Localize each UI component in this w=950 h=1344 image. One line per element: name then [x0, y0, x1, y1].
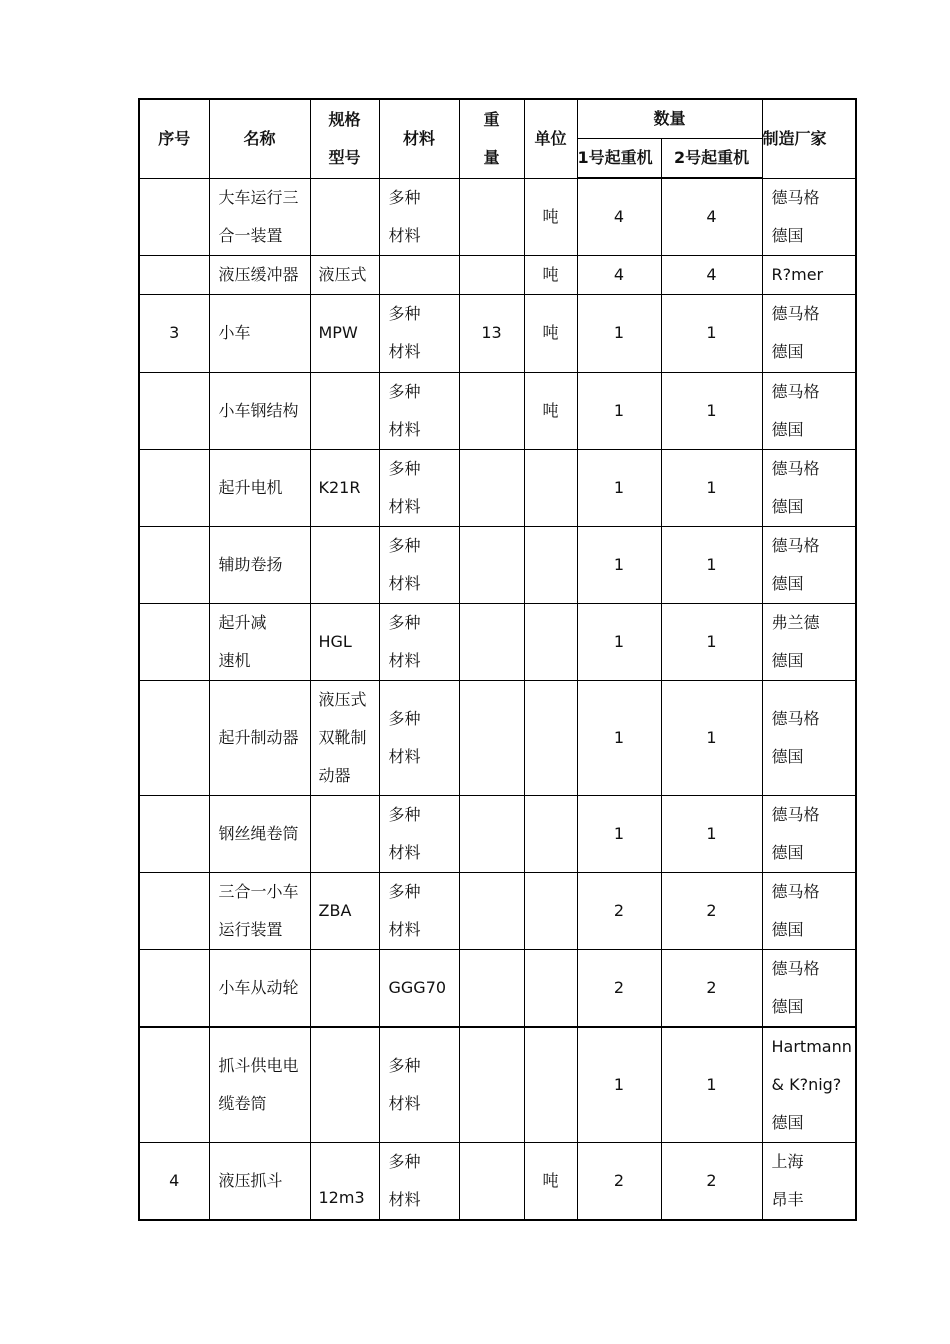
table-row — [139, 795, 856, 872]
cell-maker: 德马格 德国 — [762, 949, 856, 1027]
cell-qty-crane2: 2 — [661, 949, 762, 1027]
cell-name: 小车钢结构 — [209, 372, 310, 449]
cell-unit — [524, 949, 577, 1027]
equipment-table — [138, 98, 857, 1221]
table-row — [139, 1027, 856, 1143]
cell-unit — [524, 449, 577, 526]
cell-spec — [310, 1027, 379, 1143]
cell-seq: 4 — [139, 1142, 209, 1220]
cell-name: 起升制动器 — [209, 680, 310, 795]
cell-material: 多种 材料 — [379, 178, 459, 255]
cell-weight — [459, 603, 524, 680]
table-row — [139, 372, 856, 449]
cell-seq — [139, 680, 209, 795]
cell-qty-crane2: 1 — [661, 680, 762, 795]
table-row — [139, 872, 856, 949]
table-body — [139, 178, 856, 1220]
header-name: 名称 — [209, 99, 310, 178]
cell-spec — [310, 949, 379, 1027]
cell-spec: MPW — [310, 294, 379, 372]
cell-name: 起升减 速机 — [209, 603, 310, 680]
cell-weight — [459, 949, 524, 1027]
table-row — [139, 449, 856, 526]
cell-unit: 吨 — [524, 1142, 577, 1220]
cell-weight — [459, 526, 524, 603]
table-row — [139, 255, 856, 294]
cell-material: 多种 材料 — [379, 603, 459, 680]
cell-material: 多种 材料 — [379, 680, 459, 795]
cell-spec: 液压式 双靴制 动器 — [310, 680, 379, 795]
cell-seq — [139, 1027, 209, 1143]
cell-weight — [459, 1142, 524, 1220]
cell-seq — [139, 526, 209, 603]
cell-material: GGG70 — [379, 949, 459, 1027]
cell-name: 起升电机 — [209, 449, 310, 526]
cell-qty-crane2: 2 — [661, 1142, 762, 1220]
cell-material: 多种 材料 — [379, 795, 459, 872]
cell-qty-crane1: 1 — [577, 1027, 661, 1143]
cell-weight — [459, 680, 524, 795]
cell-maker: 德马格 德国 — [762, 294, 856, 372]
cell-qty-crane2: 4 — [661, 178, 762, 255]
cell-seq — [139, 795, 209, 872]
cell-unit: 吨 — [524, 255, 577, 294]
header-unit: 单位 — [524, 99, 577, 178]
cell-qty-crane2: 1 — [661, 449, 762, 526]
table-row — [139, 603, 856, 680]
cell-qty-crane2: 1 — [661, 603, 762, 680]
table-row — [139, 178, 856, 255]
cell-seq — [139, 178, 209, 255]
cell-weight: 13 — [459, 294, 524, 372]
cell-seq — [139, 949, 209, 1027]
cell-seq — [139, 872, 209, 949]
cell-unit — [524, 680, 577, 795]
cell-name: 液压抓斗 — [209, 1142, 310, 1220]
cell-qty-crane1: 2 — [577, 949, 661, 1027]
header-seq: 序号 — [139, 99, 209, 178]
cell-weight — [459, 1027, 524, 1143]
cell-name: 三合一小车 运行装置 — [209, 872, 310, 949]
cell-material: 多种 材料 — [379, 449, 459, 526]
cell-qty-crane2: 1 — [661, 294, 762, 372]
cell-material: 多种 材料 — [379, 1142, 459, 1220]
cell-qty-crane1: 1 — [577, 526, 661, 603]
cell-seq — [139, 449, 209, 526]
cell-spec: HGL — [310, 603, 379, 680]
cell-maker: 德马格 德国 — [762, 178, 856, 255]
cell-name: 钢丝绳卷筒 — [209, 795, 310, 872]
cell-name: 大车运行三 合一装置 — [209, 178, 310, 255]
cell-maker: Hartmann & K?nig? 德国 — [762, 1027, 856, 1143]
header-material: 材料 — [379, 99, 459, 178]
table-row — [139, 294, 856, 372]
cell-name: 抓斗供电电 缆卷筒 — [209, 1027, 310, 1143]
cell-seq — [139, 603, 209, 680]
cell-maker: 弗兰德 德国 — [762, 603, 856, 680]
cell-unit — [524, 603, 577, 680]
table-row — [139, 949, 856, 1027]
cell-qty-crane1: 4 — [577, 178, 661, 255]
cell-unit — [524, 1027, 577, 1143]
cell-spec: 液压式 — [310, 255, 379, 294]
cell-material: 多种 材料 — [379, 526, 459, 603]
cell-seq — [139, 255, 209, 294]
cell-material: 多种 材料 — [379, 872, 459, 949]
cell-weight — [459, 872, 524, 949]
cell-maker: 德马格 德国 — [762, 680, 856, 795]
cell-spec — [310, 526, 379, 603]
cell-spec: K21R — [310, 449, 379, 526]
cell-material — [379, 255, 459, 294]
cell-unit: 吨 — [524, 294, 577, 372]
cell-maker: 上海 昂丰 — [762, 1142, 856, 1220]
cell-weight — [459, 795, 524, 872]
cell-unit — [524, 795, 577, 872]
cell-seq: 3 — [139, 294, 209, 372]
cell-name: 小车从动轮 — [209, 949, 310, 1027]
cell-spec: ZBA — [310, 872, 379, 949]
header-crane2: 2号起重机 — [661, 139, 762, 179]
cell-maker: 德马格 德国 — [762, 372, 856, 449]
cell-qty-crane1: 2 — [577, 872, 661, 949]
table-row — [139, 1142, 856, 1220]
table-row — [139, 526, 856, 603]
cell-weight — [459, 372, 524, 449]
header-quantity: 数量 — [577, 99, 762, 139]
cell-material: 多种 材料 — [379, 1027, 459, 1143]
cell-maker: R?mer — [762, 255, 856, 294]
cell-qty-crane2: 4 — [661, 255, 762, 294]
header-crane1: 1号起重机 — [577, 139, 661, 179]
cell-qty-crane1: 1 — [577, 449, 661, 526]
cell-qty-crane1: 1 — [577, 680, 661, 795]
header-maker: 制造厂家 — [762, 99, 856, 178]
cell-unit — [524, 872, 577, 949]
header-weight: 重 量 — [459, 99, 524, 178]
cell-unit: 吨 — [524, 372, 577, 449]
cell-spec: 12m3 — [310, 1142, 379, 1220]
cell-name: 小车 — [209, 294, 310, 372]
cell-maker: 德马格 德国 — [762, 872, 856, 949]
cell-weight — [459, 449, 524, 526]
cell-unit: 吨 — [524, 178, 577, 255]
cell-unit — [524, 526, 577, 603]
cell-weight — [459, 178, 524, 255]
cell-qty-crane1: 1 — [577, 795, 661, 872]
cell-name: 辅助卷扬 — [209, 526, 310, 603]
cell-weight — [459, 255, 524, 294]
table-row — [139, 680, 856, 795]
cell-qty-crane2: 1 — [661, 1027, 762, 1143]
cell-name: 液压缓冲器 — [209, 255, 310, 294]
cell-qty-crane2: 1 — [661, 526, 762, 603]
cell-seq — [139, 372, 209, 449]
cell-material: 多种 材料 — [379, 294, 459, 372]
cell-qty-crane1: 2 — [577, 1142, 661, 1220]
cell-spec — [310, 178, 379, 255]
cell-qty-crane1: 1 — [577, 372, 661, 449]
cell-qty-crane2: 2 — [661, 872, 762, 949]
cell-maker: 德马格 德国 — [762, 449, 856, 526]
cell-qty-crane1: 1 — [577, 294, 661, 372]
cell-material: 多种 材料 — [379, 372, 459, 449]
cell-qty-crane2: 1 — [661, 795, 762, 872]
cell-maker: 德马格 德国 — [762, 795, 856, 872]
cell-qty-crane2: 1 — [661, 372, 762, 449]
cell-qty-crane1: 4 — [577, 255, 661, 294]
header-spec: 规格 型号 — [310, 99, 379, 178]
cell-qty-crane1: 1 — [577, 603, 661, 680]
cell-spec — [310, 372, 379, 449]
cell-maker: 德马格 德国 — [762, 526, 856, 603]
cell-spec — [310, 795, 379, 872]
